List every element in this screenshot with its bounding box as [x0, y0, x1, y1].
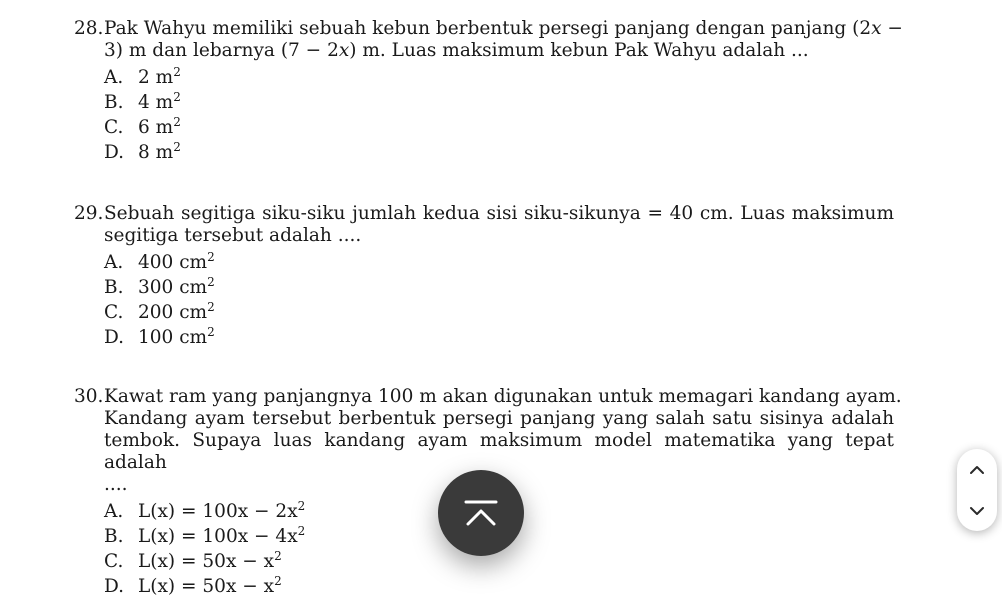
- chevron-up-icon: [969, 465, 985, 475]
- question-line: ....: [104, 474, 128, 495]
- question-line: segitiga tersebut adalah ....: [104, 225, 362, 246]
- options-list: [74, 65, 894, 165]
- option-b[interactable]: B. 300 $cm^2$: [104, 275, 215, 298]
- option-a[interactable]: A. 2 $m^2$: [104, 65, 181, 88]
- question-line: tembok. Supaya luas kandang ayam maksimum model matematika yang tepat adalah: [104, 430, 894, 473]
- chevron-down-icon: [969, 506, 985, 516]
- question-line: 3) m dan lebarnya (7 − 2x) m. Luas maksimum kebun Pak Wahyu adalah ...: [104, 40, 809, 61]
- option-b[interactable]: B. $L(x) = 100x - 4x^2$: [104, 524, 306, 547]
- question-line: Kandang ayam tersebut berbentuk persegi panjang yang salah satu sisinya adalah: [104, 408, 894, 429]
- option-d[interactable]: D. 8 $m^2$: [104, 140, 181, 163]
- option-b[interactable]: B. 4 $m^2$: [104, 90, 181, 113]
- scroll-to-top-icon: [463, 498, 499, 528]
- previous-button[interactable]: [957, 449, 997, 490]
- option-d[interactable]: D. $L(x) = 50x - x^2$: [104, 574, 282, 597]
- option-a[interactable]: A. 400 $cm^2$: [104, 250, 215, 273]
- question-28: [74, 18, 903, 165]
- options-list: [74, 250, 894, 350]
- question-29: [74, 203, 894, 350]
- option-c[interactable]: C. $L(x) = 50x - x^2$: [104, 549, 282, 572]
- scroll-to-top-button[interactable]: [438, 470, 524, 556]
- question-number: 29.: [74, 203, 104, 224]
- question-number: 28.: [74, 18, 104, 39]
- page-nav: [957, 449, 997, 531]
- option-c[interactable]: C. 6 $m^2$: [104, 115, 181, 138]
- question-line: 30.Kawat ram yang panjangnya 100 m akan digunakan untuk memagari kandang ayam.: [74, 386, 902, 407]
- question-number: 30.: [74, 386, 104, 407]
- option-d[interactable]: D. 100 $cm^2$: [104, 325, 215, 348]
- next-button[interactable]: [957, 490, 997, 531]
- option-a[interactable]: A. $L(x) = 100x - 2x^2$: [104, 499, 306, 522]
- question-line: 29.Sebuah segitiga siku-siku jumlah kedua sisi siku-sikunya = 40 cm. Luas maksimum: [74, 203, 894, 224]
- option-c[interactable]: C. 200 $cm^2$: [104, 300, 215, 323]
- question-line: 28.Pak Wahyu memiliki sebuah kebun berbentuk persegi panjang dengan panjang (2x −: [74, 18, 903, 39]
